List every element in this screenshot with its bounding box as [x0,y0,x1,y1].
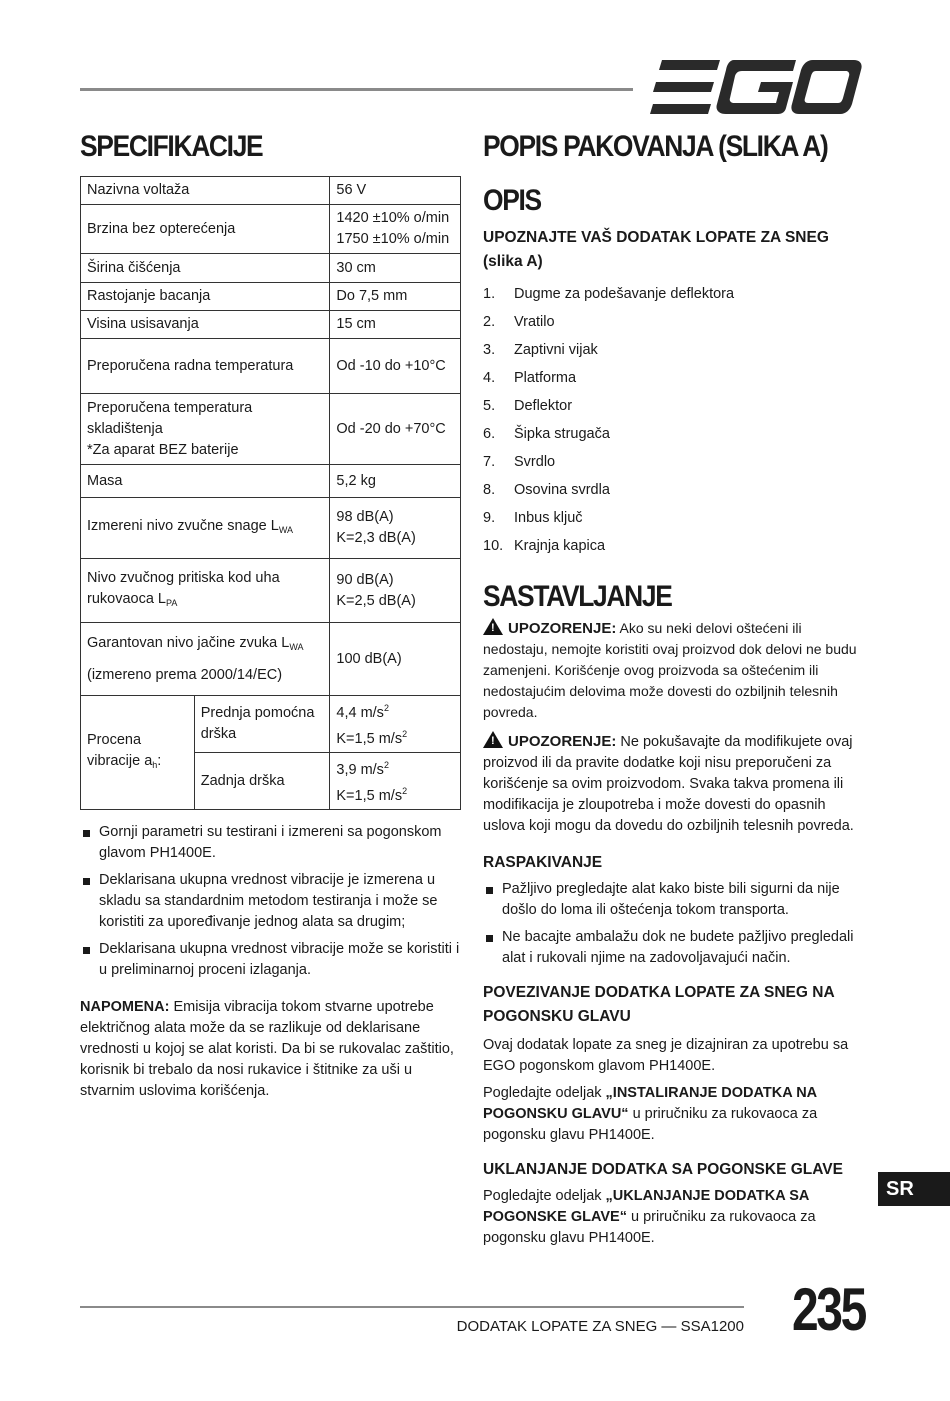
label-line: Nivo zvučnog pritiska kod uha [87,569,280,586]
list-item: Ne bacajte ambalažu dok ne budete pažljivo pregledali alat i rukovali njime na zadovoljavajući način. [483,927,863,969]
item-label: Svrdlo [514,454,556,470]
label-suffix: : [157,752,162,769]
item-label: Osovina svrdla [514,482,610,498]
table-row [81,559,461,623]
warning-label: UPOZORENJE: [508,620,617,637]
spec-label [81,559,330,623]
table-row [81,177,461,205]
label-line: Garantovan nivo jačine zvuka L [87,635,290,651]
item-label: Inbus ključ [514,510,583,526]
spec-label [81,623,330,696]
list-item: Deklarisana ukupna vrednost vibracije je izmerena u skladu sa standardnim metodom testiranja i može se koristiti za upoređivanje jednog alata sa drugim; [80,870,461,933]
item-number: 4. [483,370,496,386]
parts-list [483,280,863,560]
note-text: Emisija vibracija tokom stvarne upotrebe električnog alata može da se razlikuje od deklarisane vrednosti u kojoj se alat koristi. Da bi se rukovalac zaštitio, korisnik bi trebalo da nosi rukavice i štitnike za uši u stvarnim uslovima korišćenja. [80,999,454,1099]
right-column [483,130,863,1249]
item-label: Šipka strugača [514,426,610,442]
note-paragraph [80,997,461,1102]
spec-value: 15 cm [330,311,461,339]
remove-title: UKLANJANJE DODATKA SA POGONSKE GLAVE [483,1161,843,1178]
label-subscript: WA [278,524,293,535]
header-rule [80,88,633,91]
unpack-title: RASPAKIVANJE [483,854,603,871]
label-line: Prednja pomoćna [200,705,315,721]
spec-value: Od -10 do +10°C [330,339,461,394]
item-number: 1. [483,286,496,302]
spec-table [80,176,461,810]
table-row [81,498,461,559]
vibration-front-value [330,696,461,753]
item-number: 5. [483,398,496,414]
label-line: Preporučena temperatura [87,399,253,416]
spec-label: Visina usisavanja [81,311,330,339]
item-number: 6. [483,426,496,442]
spec-label: Nazivna voltaža [81,177,330,205]
item-label: Deflektor [514,398,573,414]
spec-label: Brzina bez opterećenja [81,205,330,254]
label-line: Izmereni nivo zvučne snage L [87,517,279,534]
connect-title: POVEZIVANJE DODATKA LOPATE ZA SNEG NA POGONSKU GLAVU [483,984,835,1025]
warning-1 [483,618,863,723]
table-row [81,254,461,283]
warning-triangle-icon: ! [483,731,503,748]
opis-subtitle [483,226,863,274]
vibration-rear-value [330,753,461,810]
value-line: K=2,3 dB(A) [336,530,416,546]
list-item [483,448,863,476]
item-number: 2. [483,314,496,330]
label-line: (izmereno prema 2000/14/EC) [87,667,283,683]
spec-label [81,498,330,559]
spec-value: 5,2 kg [330,465,461,498]
value-line: K=2,5 dB(A) [336,592,416,609]
label-subscript: PA [166,597,178,608]
vibration-label [81,696,195,810]
spec-label [81,394,330,465]
label-line: *Za aparat BEZ baterije [87,441,239,458]
spec-value: 100 dB(A) [330,623,461,696]
value-exponent: 2 [383,760,389,770]
table-row [81,394,461,465]
vibration-front-label [194,696,330,753]
spec-value: 30 cm [330,254,461,283]
item-number: 7. [483,454,496,470]
list-item [483,308,863,336]
opis-title: OPIS [483,184,541,217]
paragraph-text: Pogledajte odeljak [483,1188,606,1204]
table-row [81,465,461,498]
item-label: Krajnja kapica [514,538,606,554]
value-line: K=1,5 m/s [336,788,403,804]
list-item: Gornji parametri su testirani i izmereni sa pogonskom glavom PH1400E. [80,822,461,864]
item-label: Dugme za podešavanje deflektora [514,286,735,302]
footer-rule [80,1306,744,1308]
list-item [483,336,863,364]
spec-label: Masa [81,465,330,498]
left-column [80,130,461,1102]
spec-label: Širina čišćenja [81,254,330,283]
spec-value: Do 7,5 mm [330,283,461,311]
warning-text: Ne pokušavajte da modifikujete ovaj proizvod ili da pravite dodatke koji nisu preporučeni za korišćenje sa ovim proizvodom. Svaka takva promena ili modifikacija je zloupotreba i može dovesti do opasnih uslova koji mogu da dovedu do ozbiljnih telesnih povreda. [483,734,854,834]
warning-text: Ako su neki delovi oštećeni ili nedostaju, nemojte koristiti ovaj proizvod dok delovi ne budu zamenjeni. Korišćenje ovog proizvoda sa oštećenim ili nedostajućim delovima može dovesti do ozbiljnih telesnih povreda. [483,620,857,720]
section-reference: „INSTALIRANJE DODATKA NA POGONSKU GLAVU“ [483,1085,817,1122]
table-row [81,696,461,753]
page-number: 235 [792,1276,865,1343]
list-item [483,532,863,560]
list-item: Pažljivo pregledajte alat kako biste bili sigurni da nije došlo do loma ili oštećenja tokom transporta. [483,879,863,921]
label-line: skladištenja [87,420,163,437]
value-line: K=1,5 m/s [336,731,403,747]
list-item [483,364,863,392]
paragraph-text: Pogledajte odeljak [483,1085,606,1101]
subtitle-line: (slika A) [483,253,543,270]
footer-title: DODATAK LOPATE ZA SNEG — SSA1200 [456,1318,744,1335]
value-line: 1420 ±10% o/min [336,210,450,226]
table-row [81,339,461,394]
note-label: NAPOMENA: [80,999,170,1015]
item-number: 10. [483,538,504,554]
value-line: 98 dB(A) [336,509,394,525]
packing-title: POPIS PAKOVANJA (SLIKA A) [483,130,828,163]
remove-paragraph [483,1186,863,1249]
spec-value [330,559,461,623]
item-label: Zaptivni vijak [514,342,598,358]
paragraph-text: u priručniku za rukovaoca za pogonsku glavu PH1400E. [483,1209,816,1246]
label-subscript: WA [289,642,304,652]
warning-2 [483,731,863,837]
table-row [81,311,461,339]
language-tab: SR [878,1172,950,1206]
spec-notes-list [80,822,461,981]
value-exponent: 2 [383,703,389,713]
spec-value: Od -20 do +70°C [330,394,461,465]
list-item [483,504,863,532]
connect-paragraph-2 [483,1083,863,1146]
label-line: Procena [87,731,142,748]
label-line: drška [200,726,237,742]
list-item [483,420,863,448]
spec-label: Preporučena radna temperatura [81,339,330,394]
section-reference: „UKLANJANJE DODATKA SA POGONSKE GLAVE“ [483,1188,809,1225]
item-number: 3. [483,342,496,358]
value-line: 4,4 m/s [336,705,384,721]
spec-value [330,498,461,559]
list-item [483,476,863,504]
value-line: 90 dB(A) [336,571,394,588]
spec-value: 56 V [330,177,461,205]
label-line: rukovaoca L [87,590,166,607]
item-number: 9. [483,510,496,526]
value-exponent: 2 [402,786,408,796]
paragraph-text: u priručniku za rukovaoca za pogonsku glavu PH1400E. [483,1106,818,1143]
unpack-list [483,879,863,969]
spec-label: Rastojanje bacanja [81,283,330,311]
item-label: Platforma [514,370,577,386]
list-item: Deklarisana ukupna vrednost vibracije može se koristiti i u preliminarnoj proceni izlaganja. [80,939,461,981]
table-row [81,623,461,696]
ego-logo [650,60,862,114]
table-row [81,205,461,254]
item-number: 8. [483,482,496,498]
label-line: vibracije a [87,752,153,769]
list-item [483,392,863,420]
table-row [81,283,461,311]
value-line: 3,9 m/s [336,762,384,778]
value-exponent: 2 [402,729,408,739]
list-item [483,280,863,308]
spec-value [330,205,461,254]
label-subscript: h [152,759,158,770]
spec-title: SPECIFIKACIJE [80,130,263,163]
item-label: Vratilo [514,314,555,330]
subtitle-line: UPOZNAJTE VAŠ DODATAK LOPATE ZA SNEG [483,229,829,246]
vibration-rear-label: Zadnja drška [194,753,330,810]
connect-paragraph-1: Ovaj dodatak lopate za sneg je dizajniran za upotrebu sa EGO pogonskom glavom PH1400E. [483,1037,849,1074]
assembly-title: SASTAVLJANJE [483,580,672,613]
warning-label: UPOZORENJE: [508,733,617,750]
value-line: 1750 ±10% o/min [336,231,450,247]
warning-triangle-icon: ! [483,618,503,635]
